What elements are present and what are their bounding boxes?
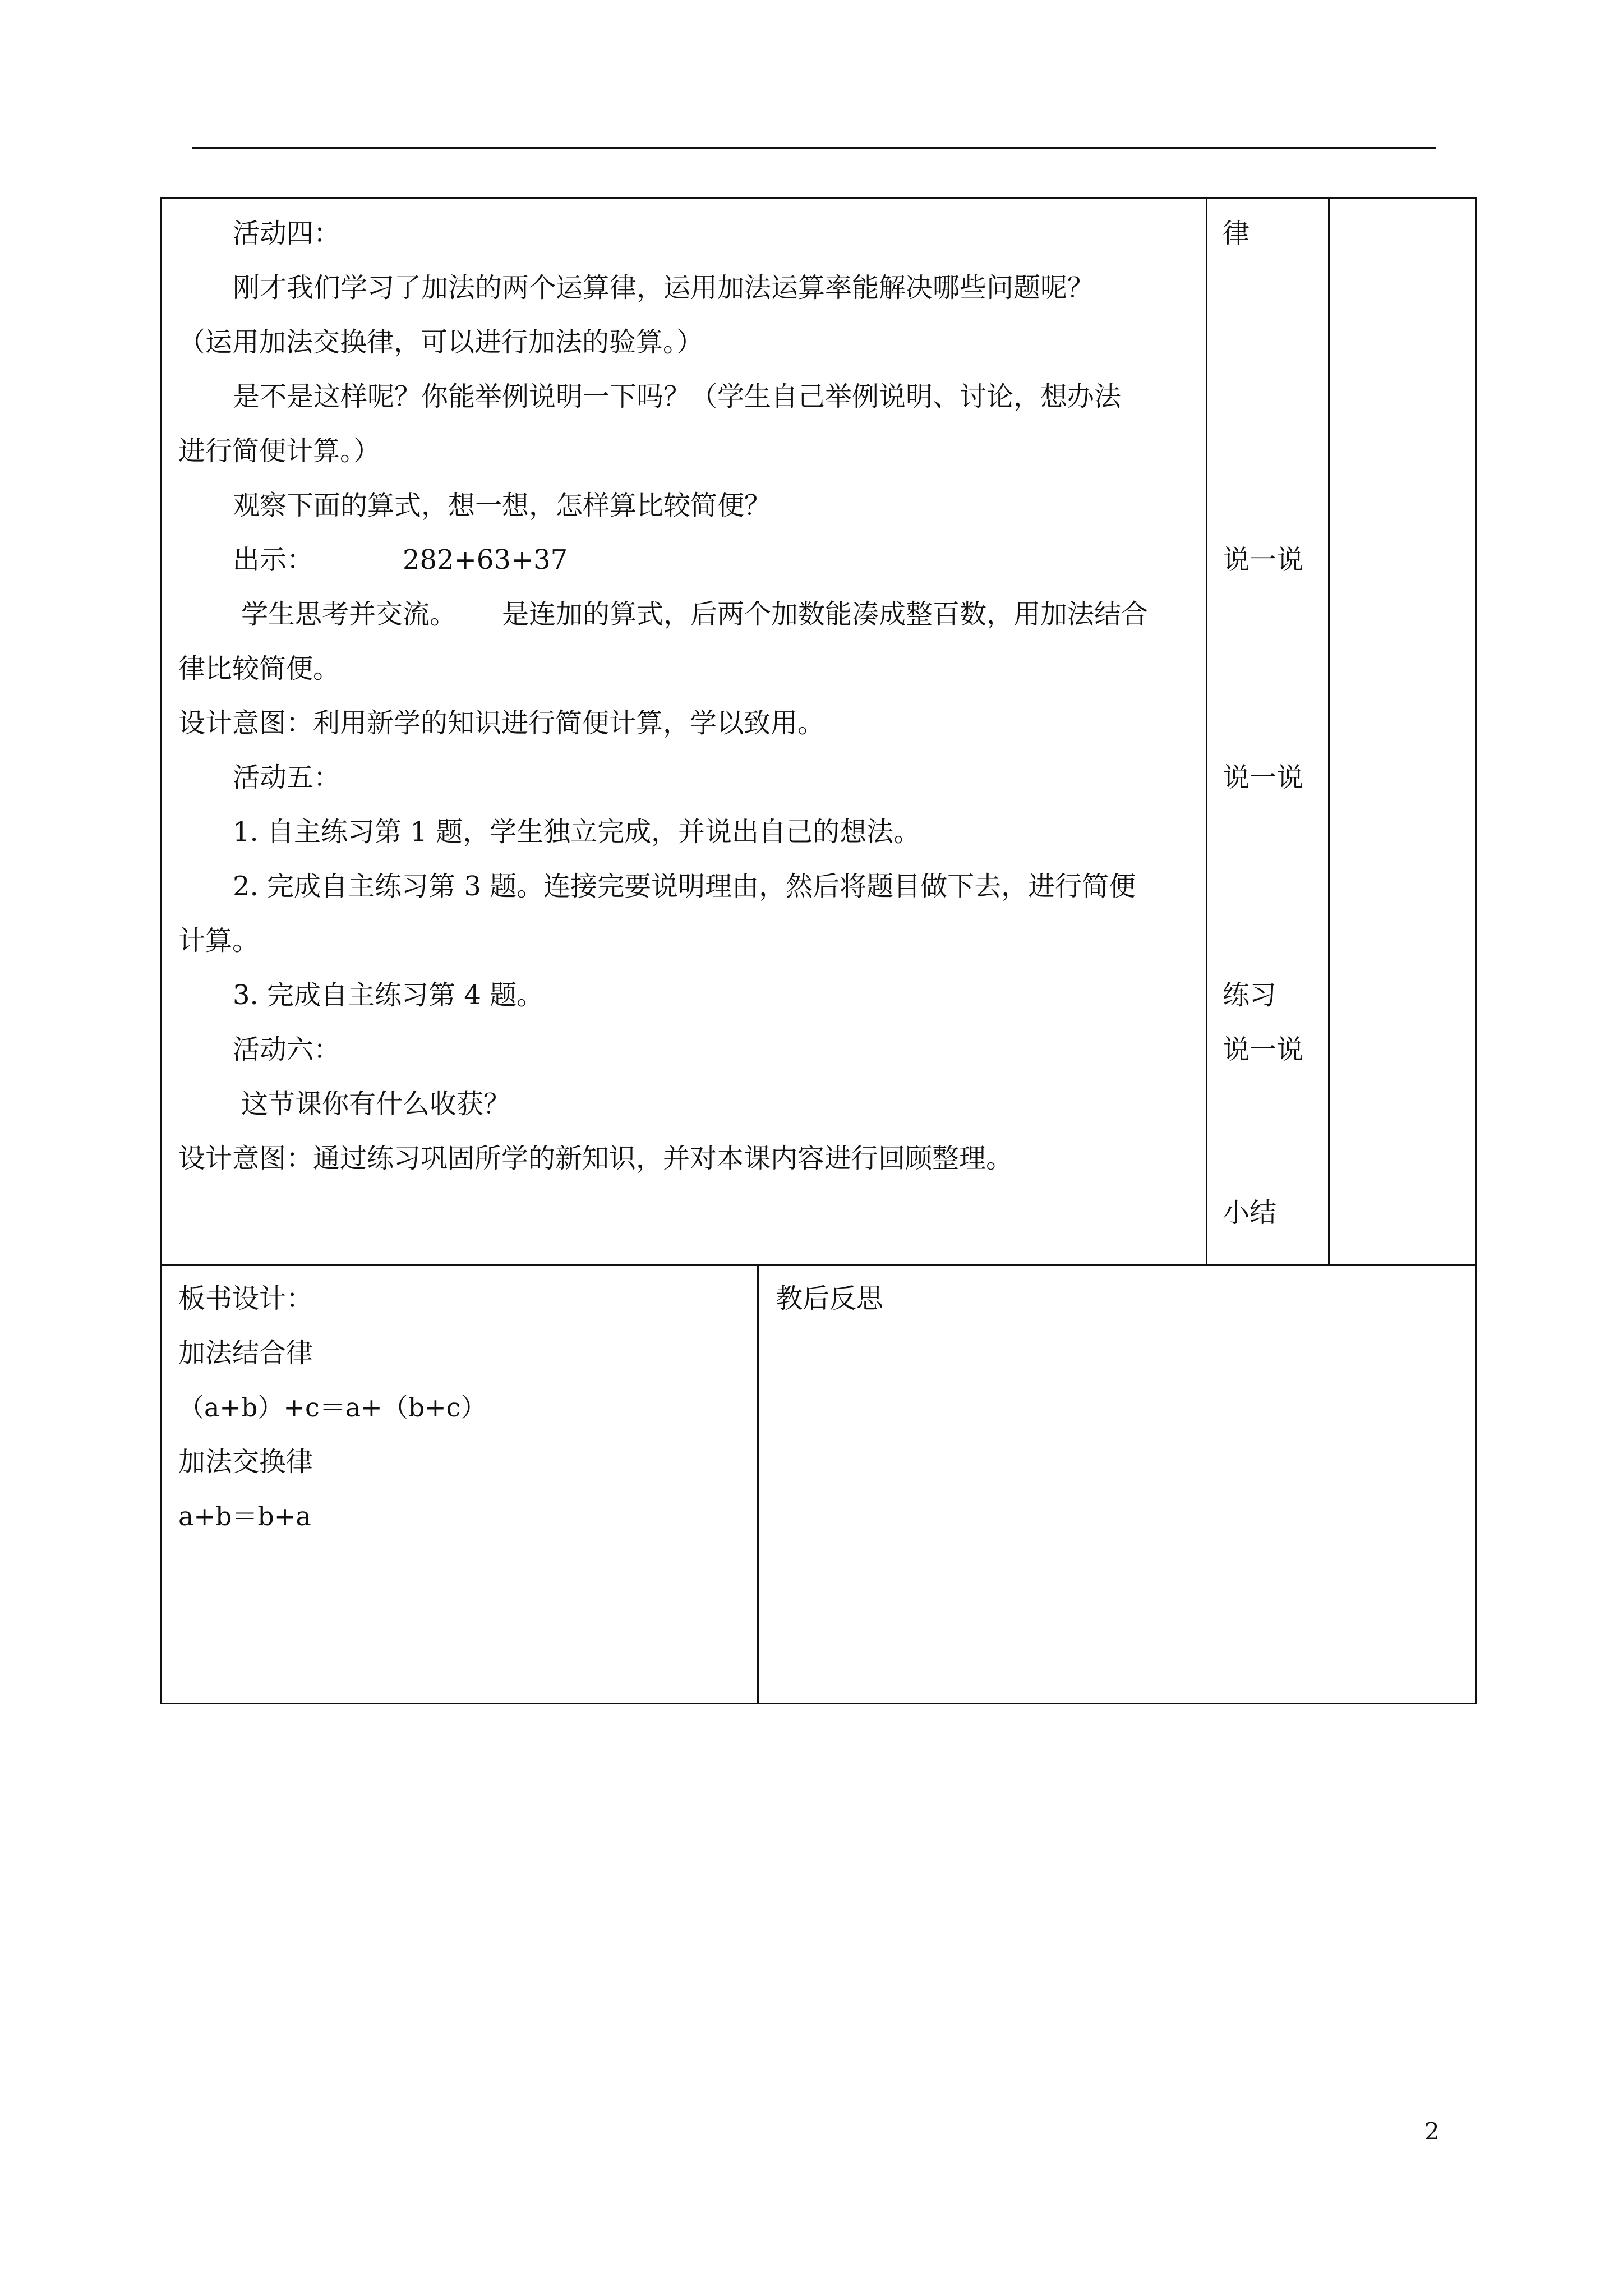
text-line: 活动五： <box>233 762 341 793</box>
board-formula: （a+b）+c＝a+（b+c） <box>178 1392 487 1423</box>
board-line: 加法交换律 <box>178 1446 313 1478</box>
table-top-border <box>160 197 1477 199</box>
text-line: 学生思考并交流。 <box>241 599 457 630</box>
side-item: 律 <box>1223 218 1250 249</box>
text-line: 律比较简便。 <box>178 653 340 684</box>
header-rule <box>192 147 1436 149</box>
side-item: 练习 <box>1223 979 1277 1011</box>
text-line: 是连加的算式，后两个加数能凑成整百数，用加法结合 <box>502 599 1149 630</box>
text-line: 3. 完成自主练习第 4 题。 <box>233 979 544 1011</box>
design-intent: 设计意图：通过练习巩固所学的新知识，并对本课内容进行回顾整理。 <box>178 1143 1013 1174</box>
expression: 282+63+37 <box>403 544 568 576</box>
text-line: 进行简便计算。） <box>178 435 381 467</box>
text-line: 刚才我们学习了加法的两个运算律，运用加法运算率能解决哪些问题呢？ <box>233 272 1095 303</box>
text-line: 活动六： <box>233 1034 341 1065</box>
reflection-title: 教后反思 <box>776 1283 884 1314</box>
table-left-border <box>160 197 162 1704</box>
board-line: 加法结合律 <box>178 1337 313 1369</box>
page-number: 2 <box>1424 2118 1440 2145</box>
table-bottom-border <box>160 1703 1477 1704</box>
text-line: 计算。 <box>178 925 260 956</box>
design-intent: 设计意图：利用新学的知识进行简便计算，学以致用。 <box>178 707 825 739</box>
text-line: 活动四： <box>233 218 341 249</box>
bottom-column-divider <box>757 1264 759 1704</box>
row-divider <box>160 1264 1477 1266</box>
board-title: 板书设计： <box>178 1283 313 1314</box>
table-right-border <box>1475 197 1477 1704</box>
column-divider-1 <box>1206 197 1207 1265</box>
side-item: 小结 <box>1223 1197 1277 1228</box>
text-line: 这节课你有什么收获？ <box>241 1088 511 1120</box>
text-line: 是不是这样呢？你能举例说明一下吗？（学生自己举例说明、讨论，想办法 <box>233 381 1122 412</box>
side-item: 说一说 <box>1223 762 1304 793</box>
text-line: 出示： <box>233 544 314 576</box>
side-item: 说一说 <box>1223 1034 1304 1065</box>
text-line: 1. 自主练习第 1 题，学生独立完成，并说出自己的想法。 <box>233 816 921 848</box>
text-line: （运用加法交换律，可以进行加法的验算。） <box>178 326 704 358</box>
text-line: 观察下面的算式，想一想，怎样算比较简便？ <box>233 490 772 521</box>
text-line: 2. 完成自主练习第 3 题。连接完要说明理由，然后将题目做下去，进行简便 <box>233 871 1136 902</box>
board-formula: a+b＝b+a <box>178 1501 311 1531</box>
column-divider-2 <box>1328 197 1330 1265</box>
side-item: 说一说 <box>1223 544 1304 576</box>
